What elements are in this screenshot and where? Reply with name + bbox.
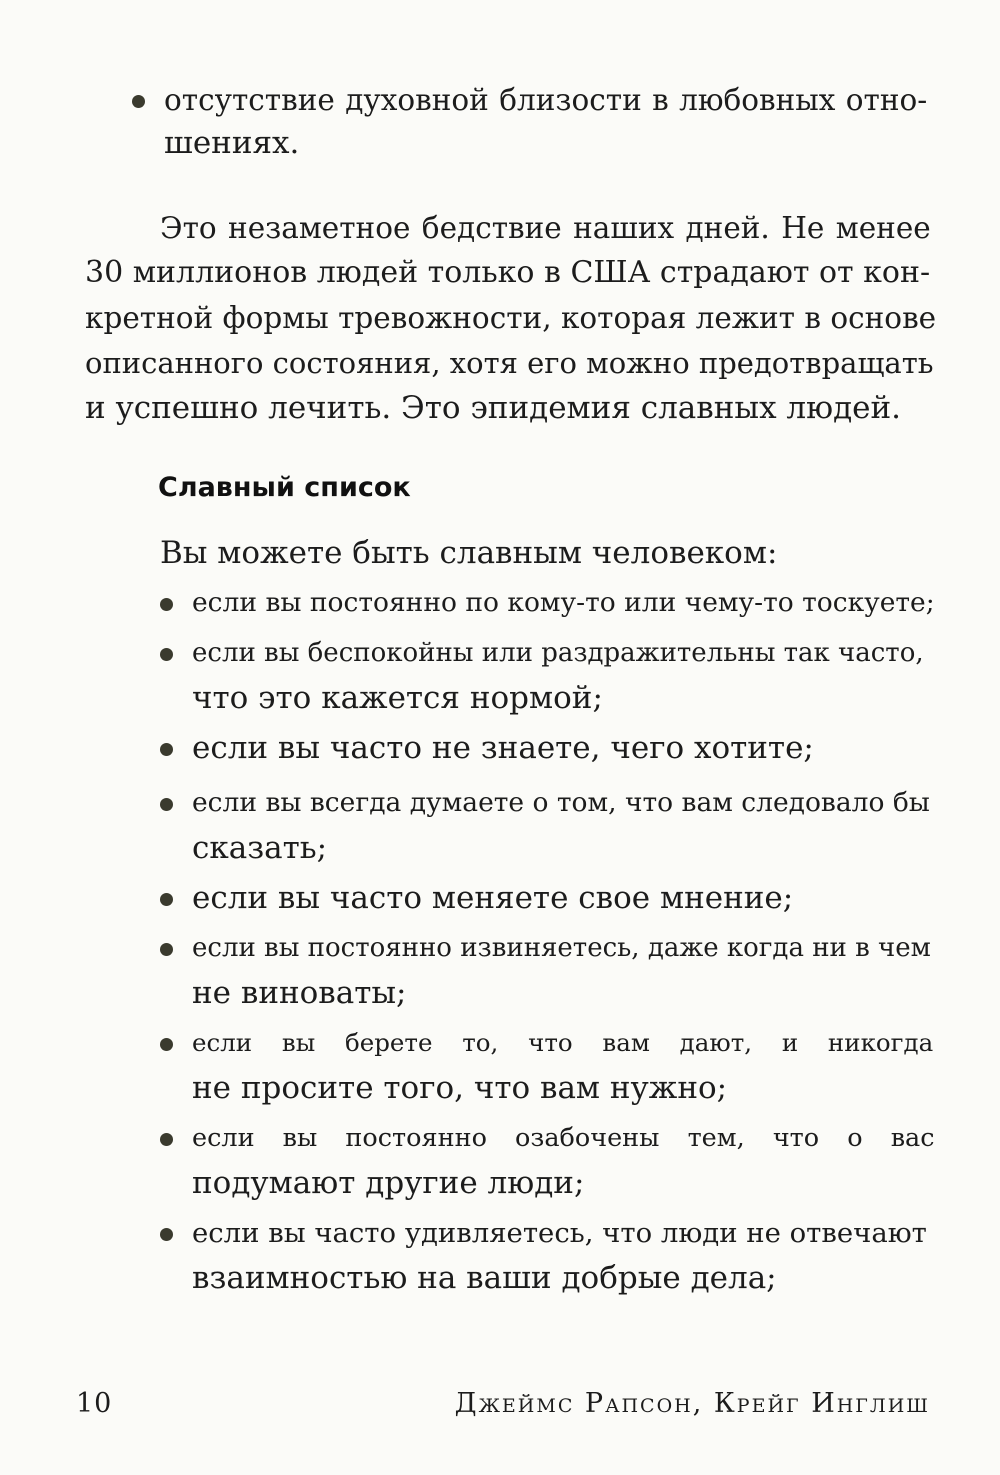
list-item-line: если вы постоянно по кому-то или чему-то тоскуете;	[192, 587, 935, 618]
page-number: 10	[76, 1388, 113, 1419]
list-intro: Вы можете быть славным человеком:	[160, 535, 778, 571]
list-item-line: если вы беспокойны или раздражительны так часто,	[192, 638, 924, 668]
bullet-icon	[132, 95, 145, 108]
section-heading: Славный список	[158, 472, 411, 503]
paragraph-line: 30 миллионов людей только в США страдают от кон-	[85, 255, 931, 290]
bullet-icon	[160, 943, 173, 956]
bullet-icon	[160, 893, 173, 906]
list-item-line: что это кажется нормой;	[192, 680, 603, 716]
list-item-line: сказать;	[192, 830, 328, 866]
bullet-icon	[160, 743, 173, 756]
list-item-line: не виноваты;	[192, 975, 407, 1011]
paragraph-line: и успешно лечить. Это эпидемия славных людей.	[85, 390, 902, 426]
list-item-line: не просите того, что вам нужно;	[192, 1070, 728, 1106]
bullet-icon	[160, 1038, 173, 1051]
first-bullet-line1: отсутствие духовной близости в любовных отно-	[164, 83, 928, 117]
list-item-line: если вы постоянно озабочены тем, что о вас	[192, 1123, 935, 1153]
list-item-line: если вы часто не знаете, чего хотите;	[192, 730, 814, 766]
list-item-line: если вы часто меняете свое мнение;	[192, 880, 794, 916]
first-bullet-line2: шениях.	[164, 125, 300, 161]
bullet-icon	[160, 648, 173, 661]
bullet-icon	[160, 598, 173, 611]
list-item-line: если вы всегда думаете о том, что вам следовало бы	[192, 787, 930, 818]
running-footer-authors: Джеймс Рапсон, Крейг Инглиш	[454, 1388, 930, 1419]
paragraph-line: кретной формы тревожности, которая лежит в основе	[85, 301, 937, 335]
list-item-line: если вы берете то, что вам дают, и никогда	[192, 1028, 934, 1057]
list-item-line: если вы часто удивляетесь, что люди не отвечают	[192, 1217, 927, 1249]
paragraph-line: Это незаметное бедствие наших дней. Не менее	[160, 211, 931, 245]
list-item-line: если вы постоянно извиняетесь, даже когда ни в чем	[192, 933, 931, 963]
bullet-icon	[160, 798, 173, 811]
paragraph-line: описанного состояния, хотя его можно предотвращать	[85, 346, 934, 380]
list-item-line: подумают другие люди;	[192, 1165, 585, 1201]
bullet-icon	[160, 1133, 173, 1146]
bullet-icon	[160, 1228, 173, 1241]
list-item-line: взаимностью на ваши добрые дела;	[192, 1260, 777, 1296]
